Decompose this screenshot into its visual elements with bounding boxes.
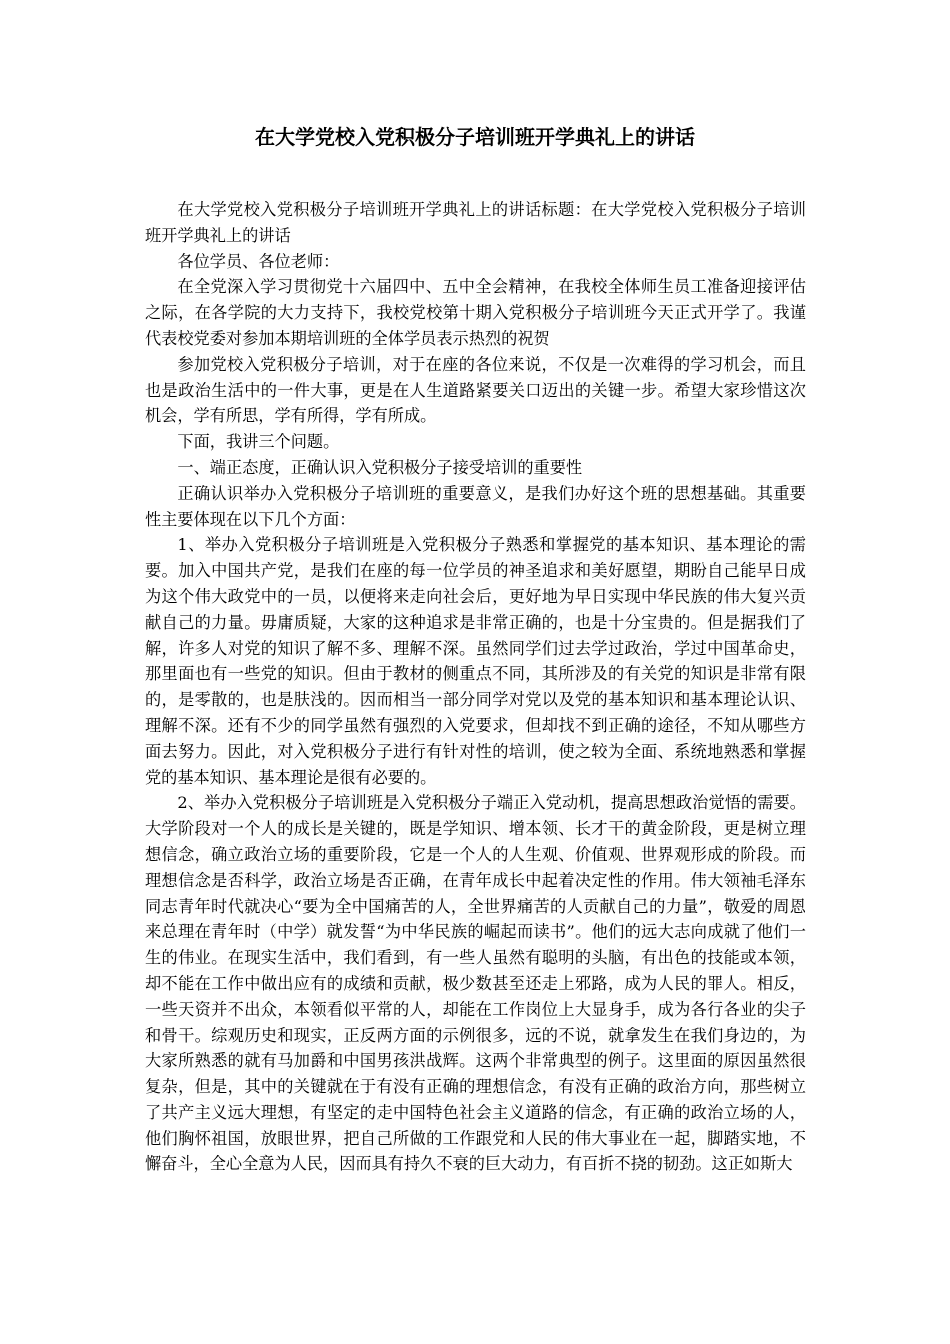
section-heading-1: 一、端正态度，正确认识入党积极分子接受培训的重要性	[177, 457, 583, 477]
paragraph-three-points: 下面，我讲三个问题。	[177, 432, 340, 452]
paragraph-foundation: 正确认识举办入党积极分子培训班的重要意义，是我们办好这个班的思想基础。其重要性主要体现在以下几个方面：	[145, 483, 806, 529]
paragraph-significance: 参加党校入党积极分子培训，对于在座的各位来说，不仅是一次难得的学习机会，而且也是政治生活中的一件大事，更是在人生道路紧要关口迈出的关键一步。希望大家珍惜这次机会，学有所思，学有所得，学有所成。	[145, 354, 806, 426]
paragraph-point-2: 2、举办入党积极分子培训班是入党积极分子端正入党动机，提高思想政治觉悟的需要。大学阶段对一个人的成长是关键的，既是学知识、增本领、长才干的黄金阶段，更是树立理想信念，确立政治立场的重要阶段，它是一个人的人生观、价值观、世界观形成的阶段。而理想信念是否科学，政治立场是否正确，在青年成长中起着决定性的作用。伟大领袖毛泽东同志青年时代就决心“要为全中国痛苦的人，全世界痛苦的人贡献自己的力量”，敬爱的周恩来总理在青年时（中学）就发誓“为中华民族的崛起而读书”。他们的远大志向成就了他们一生的伟业。在现实生活中，我们看到，有一些人虽然有聪明的头脑，有出色的技能或本领，却不能在工作中做出应有的成绩和贡献，极少数甚至还走上邪路，成为人民的罪人。相反，一些天资并不出众，本领看似平常的人，却能在工作岗位上大显身手，成为各行各业的尖子和骨干。综观历史和现实，正反两方面的示例很多，远的不说，就拿发生在我们身边的，为大家所熟悉的就有马加爵和中国男孩洪战辉。这两个非常典型的例子。这里面的原因虽然很复杂，但是，其中的关键就在于有没有正确的理想信念，有没有正确的政治方向，那些树立了共产主义远大理想，有坚定的走中国特色社会主义道路的信念，有正确的政治立场的人，他们胸怀祖国，放眼世界，把自己所做的工作跟党和人民的伟大事业在一起，脚踏实地，不懈奋斗，全心全意为人民，因而具有持久不衰的巨大动力，有百折不挠的韧劲。这正如斯大	[145, 793, 806, 1174]
document-body	[145, 197, 806, 1177]
document-title: 在大学党校入党积极分子培训班开学典礼上的讲话	[255, 125, 695, 149]
paragraph-heading-line: 在大学党校入党积极分子培训班开学典礼上的讲话标题：在大学党校入党积极分子培训班开学典礼上的讲话	[145, 200, 806, 245]
paragraph-point-1: 1、举办入党积极分子培训班是入党积极分子熟悉和掌握党的基本知识、基本理论的需要。加入中国共产党，是我们在座的每一位学员的神圣追求和美好愿望，期盼自己能早日成为这个伟大政党中的一员，以便将来走向社会后，更好地为早日实现中华民族的伟大复兴贡献自己的力量。毋庸质疑，大家的这种追求是非常正确的，也是十分宝贵的。但是据我们了解，许多人对党的知识了解不多、理解不深。虽然同学们过去学过政治，学过中国革命史，那里面也有一些党的知识。但由于教材的侧重点不同，其所涉及的有关党的知识是非常有限的，是零散的，也是肤浅的。因而相当一部分同学对党以及党的基本知识和基本理论认识、理解不深。还有不少的同学虽然有强烈的入党要求，但却找不到正确的途径，不知从哪些方面去努力。因此，对入党积极分子进行有针对性的培训，使之较为全面、系统地熟悉和掌握党的基本知识、基本理论是很有必要的。	[145, 535, 806, 787]
paragraph-opening: 在全党深入学习贯彻党十六届四中、五中全会精神，在我校全体师生员工准备迎接评估之际，在各学院的大力支持下，我校党校第十期入党积极分子培训班今天正式开学了。我谨代表校党委对参加本期培训班的全体学员表示热烈的祝贺	[145, 277, 806, 348]
paragraph-salutation: 各位学员、各位老师：	[177, 251, 340, 271]
